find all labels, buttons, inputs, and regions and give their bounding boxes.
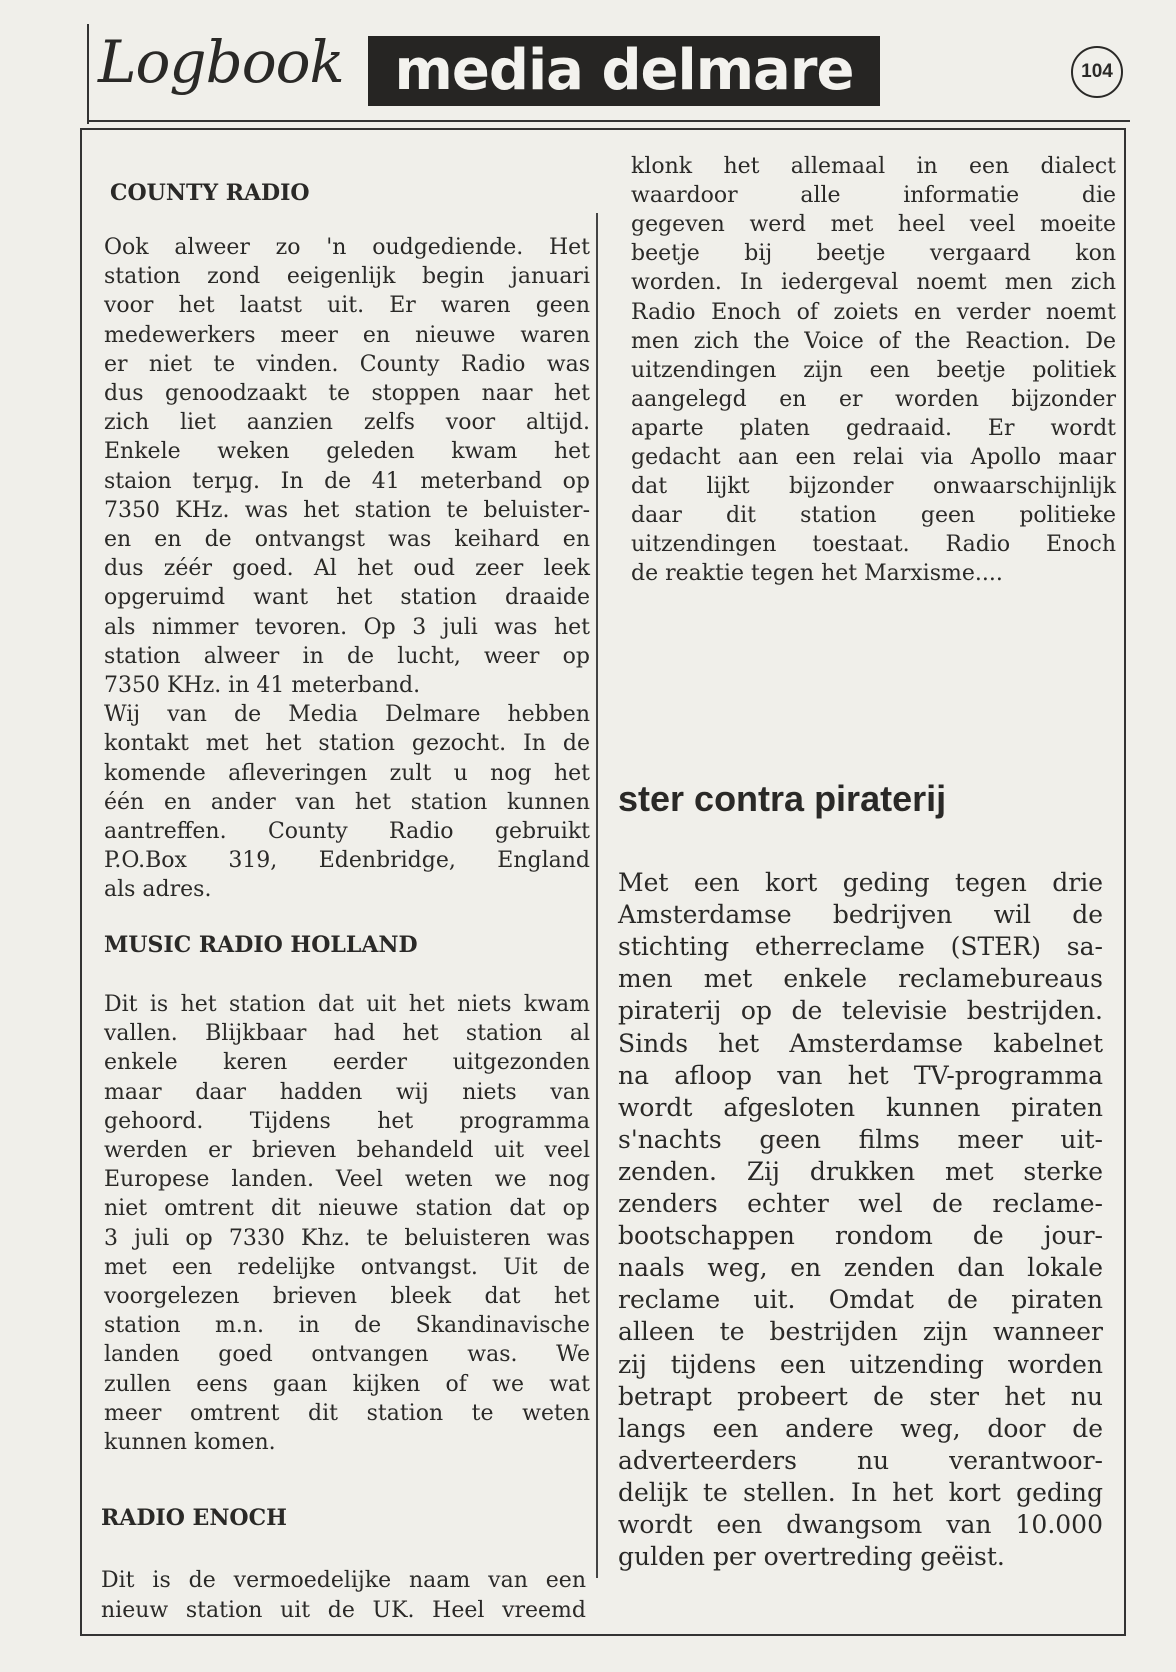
line-text: adverteerders nu verantwoor- xyxy=(618,1445,1103,1475)
logo-media-delmare: media delmare xyxy=(368,36,880,106)
radio-enoch-cont-line xyxy=(631,329,1116,354)
ster-article-line xyxy=(618,1189,1103,1218)
radio-enoch-cont-line xyxy=(631,445,1116,470)
column-divider xyxy=(596,213,598,1578)
county-radio-line xyxy=(104,731,590,756)
line-text: als adres. xyxy=(104,877,212,903)
radio-enoch-cont-line xyxy=(631,270,1116,295)
ster-article-line xyxy=(618,1542,1103,1571)
county-radio-line xyxy=(104,615,590,640)
music-radio-line xyxy=(104,1284,590,1309)
line-text: Met een kort geding tegen drie xyxy=(618,868,1103,897)
ster-article-line xyxy=(618,1157,1103,1186)
line-text: staion terµg. In de 41 meterband op xyxy=(104,468,590,494)
line-text: er niet te vinden. County Radio was xyxy=(104,351,590,377)
line-text: nieuw station uit de UK. Heel vreemd xyxy=(101,1597,586,1623)
line-text: zenders echter wel de reclame- xyxy=(618,1189,1103,1218)
music-radio-line xyxy=(104,1372,590,1397)
line-text: met een redelijke ontvangst. Uit de xyxy=(104,1254,590,1280)
header-rule xyxy=(87,120,1130,122)
line-text: aangelegd en er worden bijzonder xyxy=(631,386,1116,412)
line-text: opgeruimd want het station draaide xyxy=(104,585,590,611)
radio-enoch-cont-line xyxy=(631,503,1116,528)
line-text: klonk het allemaal in een dialect xyxy=(631,154,1116,179)
county-radio-line xyxy=(104,381,590,406)
logo-logbook: Logbook xyxy=(98,28,344,96)
music-radio-line xyxy=(104,1313,590,1338)
line-text: men met enkele reclamebureaus xyxy=(618,964,1103,994)
line-text: P.O.Box 319, Edenbridge, England xyxy=(104,848,590,874)
county-radio-line xyxy=(104,352,590,377)
line-text: station alweer in de lucht, weer op xyxy=(104,643,590,669)
line-text: Dit is het station dat uit het niets kwam xyxy=(104,992,590,1017)
ster-article-line xyxy=(618,1221,1103,1250)
line-text: enkele keren eerder uitgezonden xyxy=(104,1050,590,1076)
ster-article-line xyxy=(618,1350,1103,1379)
music-radio-line xyxy=(104,992,590,1017)
line-text: aantreffen. County Radio gebruikt xyxy=(104,819,590,844)
ster-article-line xyxy=(618,1285,1103,1314)
county-radio-line xyxy=(104,556,590,581)
line-text: na afloop van het TV-programma xyxy=(618,1060,1103,1090)
heading-ster-contra-piraterij: ster contra piraterij xyxy=(618,778,947,819)
line-text: daar dit station geen politieke xyxy=(631,503,1116,529)
line-text: maar daar hadden wij niets van xyxy=(104,1079,590,1105)
line-text: dus zéér goed. Al het oud zeer leek xyxy=(104,556,590,582)
county-radio-line xyxy=(104,761,590,786)
ster-article-line xyxy=(618,1125,1103,1154)
radio-enoch-line xyxy=(101,1598,586,1623)
line-text: Sinds het Amsterdamse kabelnet xyxy=(618,1028,1103,1058)
line-text: beetje bij beetje vergaard kon xyxy=(631,241,1116,267)
line-text: niet omtrent dit nieuwe station dat op xyxy=(104,1196,590,1222)
ster-article-line xyxy=(618,1253,1103,1282)
music-radio-line xyxy=(104,1255,590,1280)
county-radio-line xyxy=(104,439,590,464)
line-text: 7350 KHz. in 41 meterband. xyxy=(104,673,421,698)
line-text: als nimmer tevoren. Op 3 juli was het xyxy=(104,614,590,640)
line-text: waardoor alle informatie die xyxy=(631,183,1116,209)
county-radio-line xyxy=(104,585,590,610)
line-text: de reaktie tegen het Marxisme.... xyxy=(631,561,1003,587)
county-radio-line xyxy=(104,848,590,873)
line-text: Wij van de Media Delmare hebben xyxy=(104,702,590,728)
county-radio-line xyxy=(104,819,590,844)
line-text: komende afleveringen zult u nog het xyxy=(104,760,590,786)
radio-enoch-cont-line xyxy=(631,532,1116,557)
ster-article-line xyxy=(618,900,1103,929)
line-text: gedacht aan een relai via Apollo maar xyxy=(631,445,1116,470)
line-text: alleen te bestrijden zijn wanneer xyxy=(618,1317,1103,1347)
line-text: gulden per overtreding geëist. xyxy=(618,1542,1005,1572)
heading-county-radio: COUNTY RADIO xyxy=(110,180,310,206)
music-radio-line xyxy=(104,1226,590,1251)
ster-article-line xyxy=(618,996,1103,1025)
ster-article-line xyxy=(618,1478,1103,1507)
line-text: Amsterdamse bedrijven wil de xyxy=(618,900,1103,930)
ster-article-line xyxy=(618,868,1103,897)
line-text: één en ander van het station kunnen xyxy=(104,789,590,815)
county-radio-line xyxy=(104,877,590,902)
county-radio-line xyxy=(104,264,590,289)
ster-article-line xyxy=(618,964,1103,993)
radio-enoch-cont-line xyxy=(631,300,1116,325)
line-text: wordt afgesloten kunnen piraten xyxy=(618,1092,1103,1122)
page-number: 104 xyxy=(1071,46,1123,98)
ster-article-line xyxy=(618,1093,1103,1122)
county-radio-line xyxy=(104,527,590,552)
radio-enoch-cont-line xyxy=(631,241,1116,266)
line-text: men zich the Voice of the Reaction. De xyxy=(631,328,1116,354)
line-text: stichting etherreclame (STER) sa- xyxy=(618,932,1103,962)
ster-article-line xyxy=(618,932,1103,961)
line-text: kontakt met het station gezocht. In de xyxy=(104,731,590,757)
ster-article-line xyxy=(618,1446,1103,1475)
music-radio-line xyxy=(104,1080,590,1105)
line-text: piraterij op de televisie bestrijden. xyxy=(618,996,1103,1026)
line-text: langs een andere weg, door de xyxy=(618,1413,1103,1443)
line-text: dat lijkt bijzonder onwaarschijnlijk xyxy=(631,474,1116,500)
line-text: zich liet aanzien zelfs voor altijd. xyxy=(104,410,590,436)
county-radio-line xyxy=(104,673,590,698)
line-text: uitzendingen toestaat. Radio Enoch xyxy=(631,532,1116,558)
line-text: dus genoodzaakt te stoppen naar het xyxy=(104,381,590,406)
line-text: zullen eens gaan kijken of we wat xyxy=(104,1371,590,1397)
radio-enoch-cont-line xyxy=(631,183,1116,208)
radio-enoch-cont-line xyxy=(631,358,1116,383)
line-text: werden er brieven behandeld uit veel xyxy=(104,1138,590,1163)
county-radio-line xyxy=(104,293,590,318)
ster-article-line xyxy=(618,1029,1103,1058)
line-text: bootschappen rondom de jour- xyxy=(618,1221,1103,1251)
line-text: uitzendingen zijn een beetje politiek xyxy=(631,357,1116,383)
county-radio-line xyxy=(104,702,590,727)
radio-enoch-cont-line xyxy=(631,416,1116,441)
line-text: zenden. Zij drukken met sterke xyxy=(618,1156,1103,1186)
line-text: station m.n. in de Skandinavische xyxy=(104,1313,590,1339)
line-text: zij tijdens een uitzending worden xyxy=(618,1349,1103,1379)
line-text: 3 juli op 7330 Khz. te beluisteren was xyxy=(104,1225,590,1251)
heading-music-radio-holland: MUSIC RADIO HOLLAND xyxy=(104,932,418,958)
line-text: Enkele weken geleden kwam het xyxy=(104,439,590,465)
line-text: reclame uit. Omdat de piraten xyxy=(618,1285,1103,1315)
line-text: delijk te stellen. In het kort geding xyxy=(618,1477,1103,1507)
line-text: Dit is de vermoedelijke naam van een xyxy=(101,1568,586,1593)
music-radio-line xyxy=(104,1167,590,1192)
line-text: wordt een dwangsom van 10.000 xyxy=(618,1510,1103,1539)
line-text: vallen. Blijkbaar had het station al xyxy=(104,1021,590,1047)
county-radio-line xyxy=(104,323,590,348)
line-text: Ook alweer zo 'n oudgediende. Het xyxy=(104,235,590,260)
county-radio-line xyxy=(104,410,590,435)
county-radio-line xyxy=(104,498,590,523)
heading-radio-enoch: RADIO ENOCH xyxy=(101,1505,287,1531)
county-radio-line xyxy=(104,235,590,260)
ster-article-line xyxy=(618,1510,1103,1539)
music-radio-line xyxy=(104,1138,590,1163)
music-radio-line xyxy=(104,1021,590,1046)
radio-enoch-cont-line xyxy=(631,387,1116,412)
county-radio-line xyxy=(104,469,590,494)
line-text: voorgelezen brieven bleek dat het xyxy=(104,1284,590,1309)
line-text: Europese landen. Veel weten we nog xyxy=(104,1167,590,1193)
line-text: meer omtrent dit station te weten xyxy=(104,1400,590,1426)
line-text: betrapt probeert de ster het nu xyxy=(618,1381,1103,1411)
line-text: aparte platen gedraaid. Er wordt xyxy=(631,415,1116,441)
ster-article-line xyxy=(618,1061,1103,1090)
line-text: Radio Enoch of zoiets en verder noemt xyxy=(631,299,1116,325)
music-radio-line xyxy=(104,1430,590,1455)
ster-article-line xyxy=(618,1414,1103,1443)
line-text: landen goed ontvangen was. We xyxy=(104,1342,590,1368)
music-radio-line xyxy=(104,1196,590,1221)
ster-article-line xyxy=(618,1317,1103,1346)
line-text: gegeven werd met heel veel moeite xyxy=(631,212,1116,238)
radio-enoch-cont-line xyxy=(631,474,1116,499)
line-text: station zond eeigenlijk begin januari xyxy=(104,264,590,290)
music-radio-line xyxy=(104,1401,590,1426)
line-text: worden. In iedergeval noemt men zich xyxy=(631,270,1116,296)
county-radio-line xyxy=(104,644,590,669)
ster-article-line xyxy=(618,1382,1103,1411)
line-text: gehoord. Tijdens het programma xyxy=(104,1108,590,1134)
line-text: naals weg, en zenden dan lokale xyxy=(618,1253,1103,1283)
radio-enoch-line xyxy=(101,1568,586,1593)
line-text: voor het laatst uit. Er waren geen xyxy=(104,293,590,319)
music-radio-line xyxy=(104,1109,590,1134)
line-text: en en de ontvangst was keihard en xyxy=(104,527,590,552)
music-radio-line xyxy=(104,1050,590,1075)
line-text: medewerkers meer en nieuwe waren xyxy=(104,322,590,348)
line-text: kunnen komen. xyxy=(104,1430,276,1455)
radio-enoch-cont-line xyxy=(631,154,1116,179)
county-radio-line xyxy=(104,790,590,815)
line-text: s'nachts geen films meer uit- xyxy=(618,1124,1103,1154)
header-rule-vertical xyxy=(87,24,89,124)
radio-enoch-cont-line xyxy=(631,212,1116,237)
music-radio-line xyxy=(104,1342,590,1367)
line-text: 7350 KHz. was het station te beluister- xyxy=(104,497,590,523)
radio-enoch-cont-line xyxy=(631,561,1116,586)
